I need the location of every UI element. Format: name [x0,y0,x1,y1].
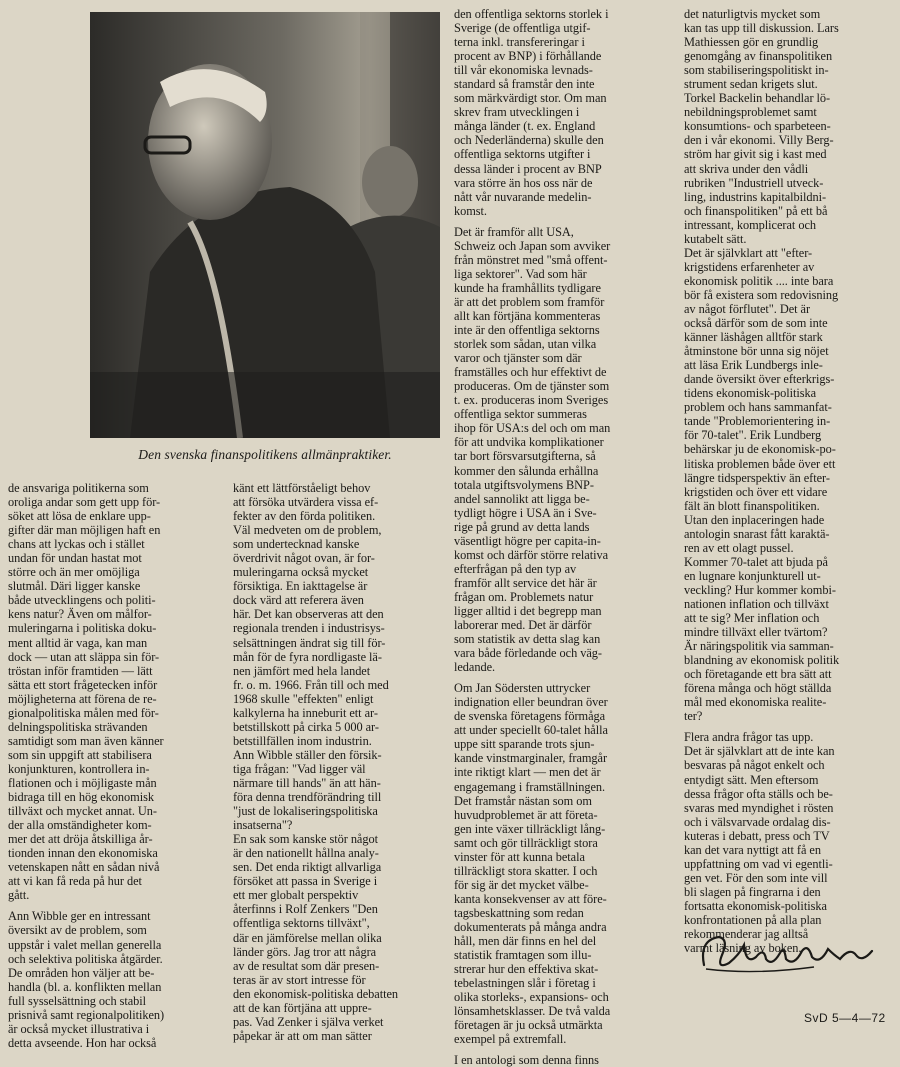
text-line: andel sannolikt att ligga be- [454,491,590,506]
text-line: komst och därför större relativa [454,547,609,562]
text-line: är att det problem som framför [454,294,605,309]
text-line: och finanspolitiken" på ett bå [684,203,828,218]
text-line: olika storleks-, expansions- och [454,990,609,1005]
text-line: längre tidsperspektiv än efter- [684,470,830,485]
text-line: tande "Problemorientering in- [684,414,831,429]
text-line [454,218,670,225]
text-line: efterfrågan på den typ av [454,561,577,576]
article-column-3 [454,7,670,1067]
text-line: ekonomisk politik .... inte bara [684,273,834,288]
text-line: som statistik av detta slag kan [454,632,601,647]
text-line: en lugnare konjunkturell ut- [684,568,821,583]
text-line: sätta ett stort frågetecken inför [8,677,158,692]
text-line: komst. [454,203,487,218]
text-line: detta avseende. Hon har också [8,1035,157,1050]
text-line: flationen och i möjligaste mån [8,775,157,790]
text-line: antologin snarast fått karaktä- [684,526,830,541]
text-line: fekter av den förda politiken. [233,509,376,524]
author-signature [694,925,884,990]
text-line: kunde ha framhållits tydligare [454,280,601,295]
text-line: teras är av stort intresse för [233,972,366,987]
text-line: samt och gör tillräckligt stora [454,835,598,850]
text-line: känt ett lättförståeligt behov [233,481,371,495]
text-line: strument sedan krigets slut. [684,77,818,92]
text-line: kande vinstmarginaler, framgår [454,751,608,766]
text-line: samtidigt som man även känner [8,733,164,748]
text-line: större och än mer omöjliga [8,565,140,580]
text-line: uppfattning om vad vi egentli- [684,856,833,871]
text-line: väsentligt högre per capita-in- [454,533,601,548]
text-line: det naturligtvis mycket som [684,7,821,21]
text-line: muleringarna i politiska doku- [8,621,157,636]
text-line: svaras med myndighet i rösten [684,800,834,815]
text-line: både utvecklingens och politi- [8,593,156,608]
text-line: dock — utan att släppa sin för- [8,649,160,664]
text-line: för att undvika komplikationer [454,435,604,450]
text-line: konjunkturen, kontrollera in- [8,761,150,776]
article-column-4 [684,7,896,955]
text-line: Schweiz och Japan som avviker [454,238,611,253]
article-column-1 [8,481,228,1050]
text-line: av de resultat som där presen- [233,958,380,973]
text-line: offentliga sektor summeras [454,407,587,422]
text-line: närmare till hands" än att hän- [233,775,381,790]
text-line: ligger alltid i det begrepp man [454,603,602,618]
text-line: intressant, komplicerat och [684,217,816,232]
text-line: laborerar med. Det är därför [454,618,592,633]
text-line: bör få existera som redovisning [684,287,839,302]
text-line: åtminstone bör unna sig nöjet [684,344,829,359]
text-line: 1968 skulle "effekten" enligt [233,691,374,706]
text-line: vinster för att kunna betala [454,849,585,864]
text-line: som undertecknad kanske [233,537,360,552]
text-line: regionala trenden i industrisys- [233,621,385,636]
text-line: veckling? Hur kommer kombi- [684,582,836,597]
text-line: dande översikt över efterkrigs- [684,372,835,387]
text-line: nått vår nuvarande medelin- [454,189,592,204]
text-line: tionden innan den ekonomiska [8,846,158,861]
text-line: att under speciellt 60-talet hålla [454,723,608,738]
text-line: översikt av de problem, som [8,923,147,938]
text-line: vara både förledande och väg- [454,646,602,661]
text-line: som märkvärdigt stor. Om man [454,91,607,106]
text-line: behärskar ju de ekonomisk-po- [684,442,836,457]
text-line: vara större än hos oss när de [454,175,593,190]
text-line: överdrivit något ovan, är for- [233,551,375,566]
text-line: krigstiden och över ett vidare [684,484,828,499]
text-line: chans att lyckas och i stället [8,537,145,552]
text-line: är också mycket illustrativa i [8,1021,150,1036]
text-line: krigstidens erfarenheter av [684,259,815,274]
text-line: återfinns i Rolf Zenkers "Den [233,902,378,917]
text-line: vetenskapen nått en sådan nivå [8,860,160,875]
text-line: strerar hur den effektiva skat- [454,962,599,977]
text-line: dokumenterats på många andra [454,920,607,934]
text-line: kutabelt sätt. [684,231,747,246]
text-line: I en antologi som denna finns [454,1053,599,1067]
text-line: bidraga till en hög ekonomisk [8,790,154,805]
text-line: Det är självklart att de inte kan [684,744,835,759]
text-line [454,1046,670,1053]
text-line: tiga frågan: "Vad ligger väl [233,761,366,776]
text-line: den offentliga sektorns storlek i [454,7,609,21]
text-line: undan för undan hastat mot [8,551,142,566]
text-line: genomgång av finanspolitiken [684,49,833,64]
text-line: för 70-talet". Erik Lundberg [684,428,822,443]
text-line: ett mer globalt perspektiv [233,888,359,903]
text-line: mål med ekonomiska realite- [684,695,827,710]
text-line: gen vet. För den som inte vill [684,870,828,885]
text-line: framställes och hur effektivt de [454,365,607,380]
text-line: söket att lösa de enklare upp- [8,509,151,524]
text-line: kalkylerna ha inneburit ett ar- [233,705,378,720]
text-line: Ann Wibble ställer den försik- [233,747,382,762]
text-line: att försöka utvärdera vissa ef- [233,495,379,510]
text-line: procent av BNP) i förhållande [454,49,602,64]
text-line: indignation eller beundran över [454,695,608,710]
text-line: blandning av ekonomisk politik [684,653,840,668]
text-line: offentliga sektorns tillväxt", [233,916,370,931]
text-line: pas. Vad Zenker i själva verket [233,1014,384,1029]
text-line: gen inte växer tillräckligt lång- [454,821,606,836]
text-line: konsumtions- och sparbeteen- [684,119,831,134]
text-line: mindre tillväxt eller tvärtom? [684,625,828,640]
text-line: dessa länder i procent av BNP [454,161,602,176]
text-line: gionalpolitiska målen med för- [8,705,159,720]
text-line: totala utgiftsvolymens BNP- [454,477,594,492]
text-line: där en jämförelse mellan olika [233,930,382,945]
text-line: terna inkl. transfereringar i [454,35,585,50]
text-line: här. Det kan observeras att den [233,607,384,622]
text-line: att de kan förtjäna att uppre- [233,1000,372,1015]
text-line: uppe sitt sparande trots sjun- [454,737,595,752]
text-line: dessa frågor ofta ställs och be- [684,786,833,801]
text-line: den i vår ekonomi. Villy Berg- [684,133,834,148]
text-line: nebildningsproblemet samt [684,105,817,120]
text-line: tröstan inför framtiden — lätt [8,663,153,678]
text-line: nationen inflation och tillväxt [684,596,829,611]
signature-image [694,925,884,985]
text-line: Sverige (de offentliga utgif- [454,21,591,36]
text-line: En sak som kanske stör något [233,832,378,847]
text-line: tagsbeskattning som redan [454,905,584,920]
text-line: ledande. [454,660,496,675]
text-line: varmt läsning av boken. [684,941,802,956]
text-line: uppstår i valet mellan generella [8,937,162,952]
text-line: de ansvariga politikerna som [8,481,149,495]
text-line: Flera andra frågor tas upp. [684,730,814,745]
text-line: oroliga andar som gett upp för- [8,495,161,510]
text-line: ment alltid är vaga, kan man [8,635,148,650]
text-line: ren av ett olagt pussel. [684,540,794,555]
text-line: och i välsvarvade ordalag dis- [684,814,831,829]
text-line: också därför som de som inte [684,316,828,331]
text-line: från mönstret med "små offent- [454,252,608,267]
text-line: varor och tjänster som där [454,351,582,366]
text-line: mer det att dröja åtskilliga år- [8,832,153,847]
text-line: dock värd att referera även [233,593,364,608]
text-line: exempel på extremfall. [454,1032,567,1047]
text-line: och selektiva politiska åtgärder. [8,951,163,966]
text-line: Det framstår nästan som om [454,793,592,808]
dateline: SvD 5—4—72 [804,1011,886,1025]
text-line: rekommenderar jag alltså [684,927,809,942]
text-line: fr. o. m. 1966. Från till och med [233,677,389,692]
text-line: litiska problemen både över ett [684,456,836,471]
text-line: tydligt högre i USA än i Sve- [454,505,597,520]
text-line: betstillskott på cirka 5 000 ar- [233,719,379,734]
text-line: der alla omständigheter kom- [8,818,152,833]
text-line: företagen är ju också utmärkta [454,1018,603,1033]
text-line: inte riktigt klart — men det är [454,765,601,780]
text-line: kan tas upp till diskussion. Lars [684,21,839,36]
text-line: prisnivå samt regionalpolitiken) [8,1007,165,1022]
text-line [454,674,670,681]
photo-caption: Den svenska finanspolitikens allmänpraktiker. [138,447,392,462]
text-line: Om Jan Södersten uttrycker [454,681,591,696]
text-line: framför allt service det här är [454,575,597,590]
text-line: mån för de fyra nordligaste lä- [233,649,382,664]
text-line: är den nationellt hållna analy- [233,846,379,861]
text-line: fält än blott finanspolitiken. [684,498,820,513]
text-line: muleringarna också mycket [233,565,369,580]
text-line: konfrontationen på alla plan [684,913,822,927]
text-line: för sig är det mycket välbe- [454,877,589,892]
text-line: skrev fram utvecklingen i [454,105,580,120]
text-line: tidens ekonomisk-politiska [684,386,817,401]
text-line: tillväxt och mycket annat. Un- [8,804,157,819]
text-line: entydigt sätt. Men eftersom [684,772,819,787]
article-column-2 [233,481,445,1043]
text-line: standard så framstår den inte [454,77,595,92]
text-line: bli slagen på fingrarna i den [684,884,821,899]
text-line: de svenska företagens förmåga [454,709,606,724]
text-line: allt kan förtjäna kommenteras [454,308,601,323]
text-line: håll, men där finns en hel del [454,934,597,949]
text-line: att vi kan få reda på hur det [8,874,142,889]
text-line: att läsa Erik Lundbergs inle- [684,358,823,373]
text-line: ihop för USA:s del och om man [454,421,611,436]
text-line: slutmål. Däri ligger kanske [8,579,141,594]
text-line: som stabiliseringspolitiskt in- [684,63,829,78]
text-line: Det är självklart att "efter- [684,245,813,260]
text-line: nen jämfört med hela landet [233,663,371,678]
text-line: kuteras i debatt, press och TV [684,828,830,843]
text-line: och Nederländerna) skulle den [454,133,604,148]
text-line: känner läshågen alltför stark [684,330,823,345]
text-line: sen. Det enda riktigt allvarliga [233,860,382,875]
text-line: huvudproblemet är att företa- [454,807,598,822]
text-line: problem och hans sammanfat- [684,400,832,415]
text-line: försiktiga. En iakttagelse är [233,579,368,594]
text-line: selsättningen ändrat sig till för- [233,635,386,650]
text-line: Är näringspolitik via samman- [684,639,834,654]
photo-portrait [90,12,440,438]
text-line: som sin uppgift att stabilisera [8,747,152,762]
text-line: frågan om. Problemets natur [454,589,594,604]
text-line: storlek som sådan, utan vilka [454,337,597,352]
text-line: liga sektorer". Vad som här [454,266,587,281]
text-line: Det är framför allt USA, [454,224,574,239]
text-line: besvaras på något enkelt och [684,758,825,773]
text-line: handla (bl. a. konflikten mellan [8,979,162,994]
text-line: möjligheterna att förena de re- [8,691,157,706]
text-line: ling, industrins kapitalbildni- [684,189,827,204]
text-line: inte är den offentliga sektorns [454,323,600,338]
text-line: ström har givit sig i kast med [684,147,827,162]
text-line: påpekar är att om man sätter [233,1028,372,1043]
text-line: De områden hon väljer att be- [8,965,155,980]
text-line: Kommer 70-talet att bjuda på [684,554,828,569]
text-line: att skriva under den vådli [684,161,809,176]
photo-image [90,12,440,438]
text-line: tebelastningen slår i företag i [454,976,596,991]
text-line: statistik framtagen som illu- [454,948,592,963]
text-line: den ekonomisk-politiska debatten [233,986,399,1001]
text-line: delningspolitiska strävanden [8,719,148,734]
text-line: kanta konsekvenser av att före- [454,891,607,906]
text-line: och företagande ett bra sätt att [684,667,832,682]
text-line: ter? [684,709,703,724]
text-line: fortsatta ekonomisk-politiska [684,898,827,913]
text-line: till vår ekonomiska levnads- [454,63,593,78]
text-line: Torkel Backelin behandlar lö- [684,91,831,106]
text-line: tar bort försvarsutgifterna, så [454,449,596,464]
text-line: förena många och högt ställda [684,681,832,696]
text-line: engagemang i framställningen. [454,779,606,794]
text-line: föra denna trendförändring till [233,790,382,805]
text-line: rubriken "Industriell utveck- [684,175,824,190]
text-line: kan det vara nyttigt att få en [684,842,821,857]
text-line: gått. [8,888,30,903]
text-line: av något förflutet". Det är [684,301,811,316]
text-line: Väl medveten om de problem, [233,523,382,538]
text-line: Utan den inplaceringen hade [684,512,825,527]
text-line: betstillfällen inom industrin. [233,733,372,748]
text-line: kommer den sålunda erhållna [454,463,599,478]
text-line: länder görs. Jag tror att några [233,944,377,959]
text-line [8,902,228,909]
text-line: full sysselsättning och stabil [8,993,147,1008]
text-line: försöket att passa in Sverige i [233,874,378,889]
text-line: rige på grund av detta lands [454,519,590,534]
text-line: t. ex. produceras inom Sveriges [454,393,609,408]
text-line: tillräckligt stora skatter. I och [454,863,598,878]
text-line: Mathiessen gör en grundlig [684,35,819,50]
text-line: insatserna"? [233,818,293,833]
text-line: lönsamhetsklasser. De två valda [454,1004,611,1019]
text-line: Ann Wibble ger en intressant [8,909,151,924]
text-line: offentliga sektorns utgifter i [454,147,591,162]
text-line: gifter där man möjligen haft en [8,523,161,538]
text-line: att te sig? Mer inflation och [684,611,820,626]
text-line: många länder (t. ex. England [454,119,596,134]
text-line: "just de lokaliseringspolitiska [233,804,378,819]
text-line: produceras. Om de tjänster som [454,379,610,394]
text-line: kens natur? Även om målfor- [8,607,152,622]
text-line [684,723,896,730]
